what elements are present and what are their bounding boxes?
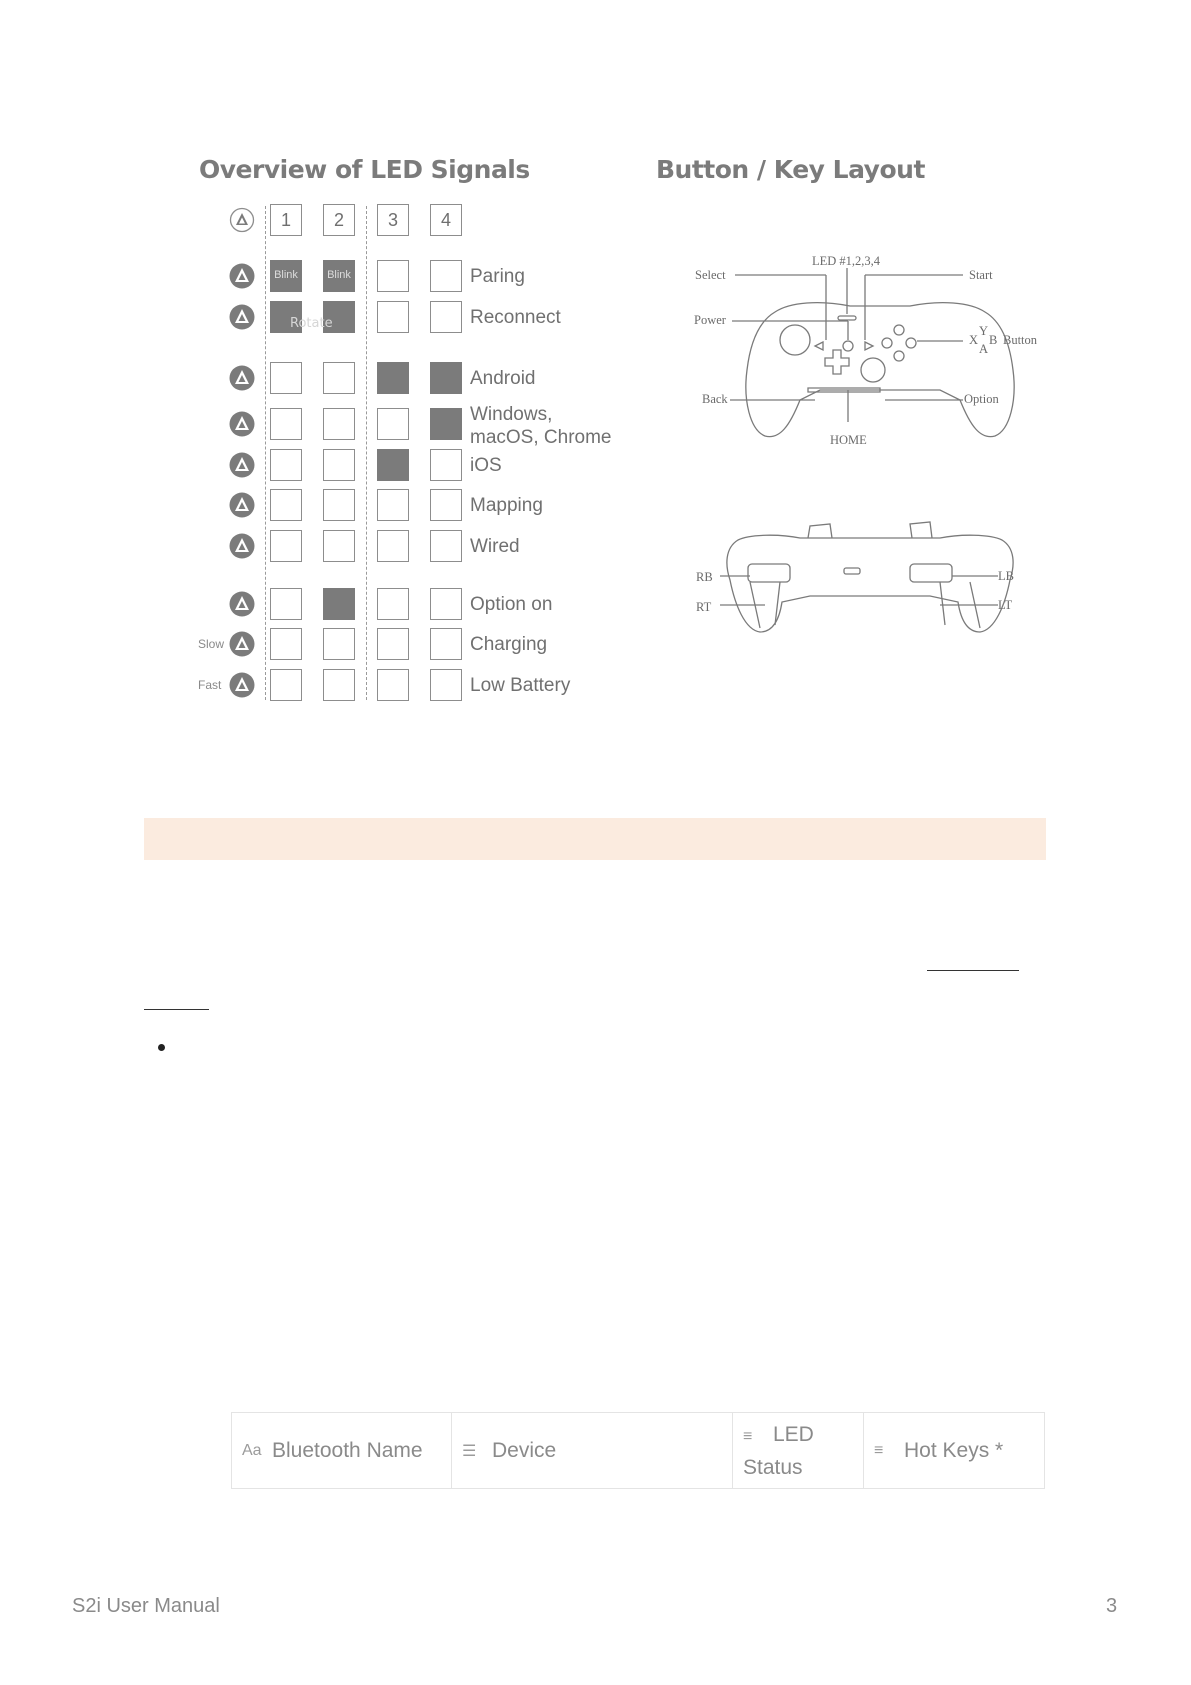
led-home-icon	[229, 263, 255, 289]
callout-banner	[144, 818, 1046, 860]
led-cell	[377, 301, 409, 333]
dashed-divider	[366, 206, 367, 700]
led-cell	[430, 301, 462, 333]
led-cell	[323, 669, 355, 701]
led-cell	[270, 669, 302, 701]
column-label: Hot Keys *	[904, 1438, 1004, 1462]
led-cell	[377, 362, 409, 394]
led-column-header: 2	[323, 204, 355, 236]
led-cell-text: Blink	[274, 269, 298, 281]
led-column-header: 1	[270, 204, 302, 236]
led-cell	[430, 449, 462, 481]
led-home-icon	[229, 452, 255, 478]
led-cell	[430, 489, 462, 521]
blink-speed-label: Fast	[198, 678, 222, 692]
led-row-label: Android	[470, 368, 536, 389]
led-cell	[430, 669, 462, 701]
led-cell	[323, 588, 355, 620]
led-cell	[323, 362, 355, 394]
label-led: LED #1,2,3,4	[812, 254, 881, 268]
column-header-led-status[interactable]	[732, 1413, 863, 1488]
led-cell	[377, 260, 409, 292]
led-cell	[323, 489, 355, 521]
page-number: 3	[1106, 1595, 1118, 1617]
led-cell	[270, 408, 302, 440]
led-cell	[270, 260, 302, 292]
label-x: X	[969, 333, 979, 347]
led-cell	[323, 628, 355, 660]
led-cell	[377, 669, 409, 701]
link-underline[interactable]	[927, 970, 1019, 971]
led-row-label: Low Battery	[470, 675, 571, 696]
label-rb: RB	[696, 570, 713, 584]
led-cell	[323, 408, 355, 440]
lines-icon: ≡	[874, 1441, 884, 1459]
column-label-line2: Status	[743, 1455, 803, 1479]
column-label-line1: LED	[773, 1422, 814, 1446]
layout-section-title: Button / Key Layout	[656, 155, 925, 184]
led-row-label: Mapping	[470, 495, 543, 516]
led-column-header: 3	[377, 204, 409, 236]
led-row-label: Charging	[470, 634, 548, 655]
label-a: A	[979, 342, 989, 356]
led-cell	[323, 260, 355, 292]
label-start: Start	[969, 268, 993, 282]
blink-speed-label: Slow	[198, 637, 225, 651]
led-row-label: Windows, macOS, Chrome	[470, 404, 612, 448]
label-lt: LT	[998, 598, 1013, 612]
label-option: Option	[964, 392, 999, 406]
led-cell	[270, 449, 302, 481]
led-home-icon	[229, 533, 255, 559]
label-b: B	[989, 333, 998, 347]
label-y: Y	[979, 324, 989, 338]
text-icon: Aa	[242, 1441, 262, 1459]
led-cell	[430, 530, 462, 562]
led-home-icon	[229, 365, 255, 391]
led-cell	[270, 362, 302, 394]
label-lb: LB	[998, 569, 1014, 583]
led-cell	[430, 588, 462, 620]
led-cell	[323, 530, 355, 562]
led-cell	[377, 628, 409, 660]
led-cell	[377, 530, 409, 562]
rotate-overlay-label: Rotate	[290, 316, 333, 331]
led-row-label: Option on	[470, 594, 553, 615]
label-power: Power	[694, 313, 726, 327]
led-section-title: Overview of LED Signals	[199, 155, 530, 184]
led-cell	[377, 588, 409, 620]
led-cell	[270, 628, 302, 660]
column-label: Bluetooth Name	[272, 1438, 423, 1462]
led-row-label: Reconnect	[470, 307, 561, 328]
hotkeys-table-header	[231, 1412, 1045, 1489]
led-home-icon	[229, 492, 255, 518]
controller-top-diagram	[690, 520, 1050, 645]
led-header-icon	[229, 207, 255, 233]
label-select: Select	[695, 268, 726, 282]
led-cell	[270, 588, 302, 620]
led-row-label: Paring	[470, 266, 525, 287]
label-rt: RT	[696, 600, 712, 614]
list-icon: ☰	[462, 1442, 477, 1460]
column-label: Device	[492, 1438, 557, 1462]
label-home: HOME	[830, 433, 867, 447]
led-cell	[377, 489, 409, 521]
led-row-label: Wired	[470, 536, 520, 557]
led-cell	[430, 260, 462, 292]
led-row-label: iOS	[470, 455, 502, 476]
column-header-hot-keys[interactable]	[863, 1413, 1045, 1488]
led-home-icon	[229, 631, 255, 657]
led-cell	[377, 408, 409, 440]
led-home-icon	[229, 411, 255, 437]
lines-icon: ≡	[743, 1427, 753, 1445]
led-home-icon	[229, 672, 255, 698]
led-cell	[430, 628, 462, 660]
column-header-bluetooth-name[interactable]	[231, 1413, 451, 1488]
footer-title: S2i User Manual	[72, 1595, 220, 1617]
column-header-device[interactable]	[451, 1413, 732, 1488]
label-button: Button	[1003, 333, 1038, 347]
label-back: Back	[702, 392, 728, 406]
led-home-icon	[229, 591, 255, 617]
controller-front-diagram	[680, 250, 1060, 450]
dashed-divider	[265, 206, 266, 700]
led-cell	[270, 489, 302, 521]
list-bullet	[158, 1044, 165, 1051]
led-cell	[430, 362, 462, 394]
led-cell	[270, 530, 302, 562]
led-cell	[377, 449, 409, 481]
link-underline-continued[interactable]	[144, 1009, 209, 1010]
led-column-header: 4	[430, 204, 462, 236]
led-cell	[323, 449, 355, 481]
led-cell-text: Blink	[327, 269, 351, 281]
led-home-icon	[229, 304, 255, 330]
led-cell	[430, 408, 462, 440]
